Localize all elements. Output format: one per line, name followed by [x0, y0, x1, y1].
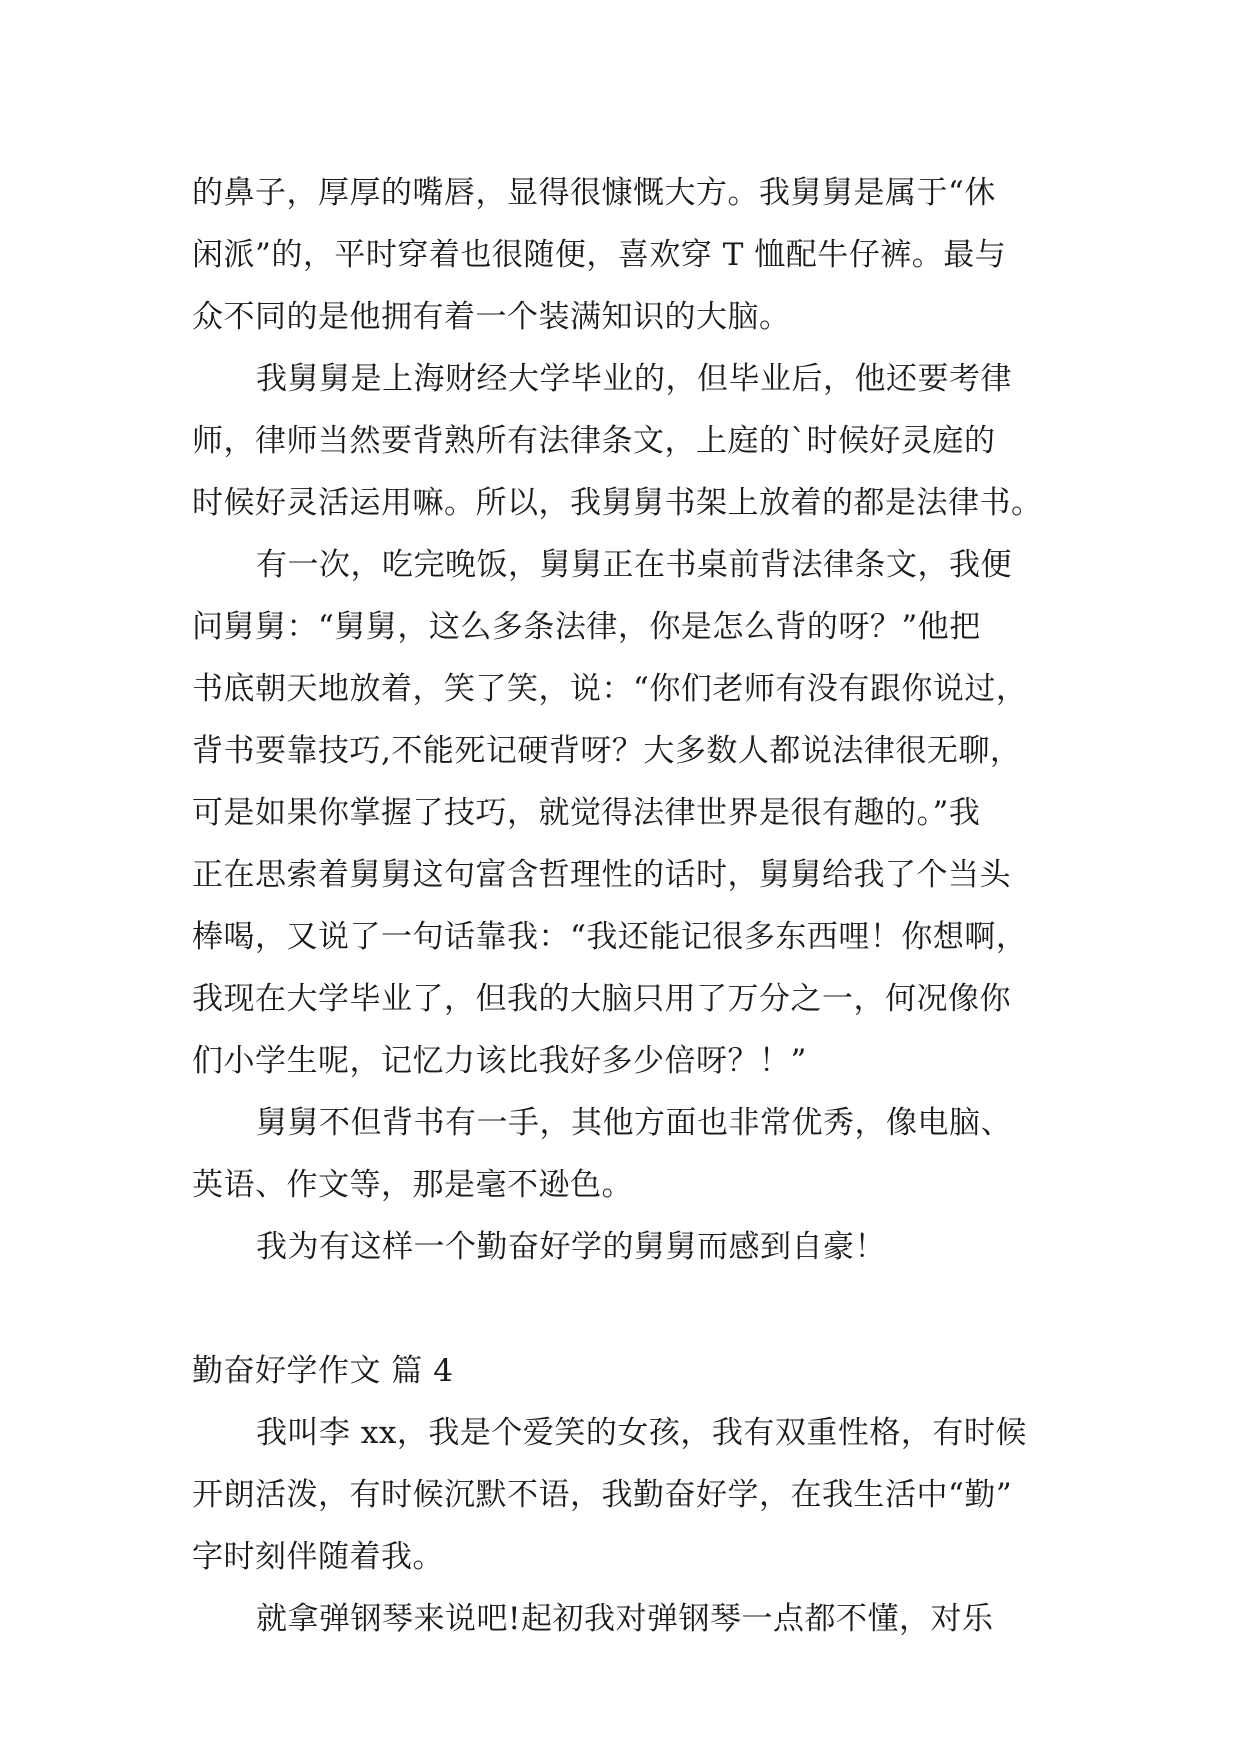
text-line: 背书要靠技巧,不能死记硬背呀？大多数人都说法律很无聊，	[192, 733, 1022, 769]
text-line: 的鼻子，厚厚的嘴唇，显得很慷慨大方。我舅舅是属于“休	[192, 175, 996, 211]
text-line: 可是如果你掌握了技巧，就觉得法律世界是很有趣的。”我	[192, 795, 981, 831]
text-line: 字时刻伴随着我。	[192, 1539, 444, 1575]
text-line: 棒喝，又说了一句话靠我：“我还能记很多东西哩！你想啊，	[192, 919, 1028, 955]
text-line: 问舅舅：“舅舅，这么多条法律，你是怎么背的呀？”他把	[192, 609, 981, 645]
paragraph	[192, 1402, 1060, 1588]
text-line: 时候好灵活运用嘛。所以，我舅舅书架上放着的都是法律书。	[192, 485, 1043, 521]
paragraph	[192, 534, 1060, 1092]
text-line: 书底朝天地放着，笑了笑，说：“你们老师有没有跟你说过，	[192, 671, 1028, 707]
document-body	[192, 162, 1060, 1650]
text-line: 英语、作文等，那是毫不逊色。	[192, 1167, 633, 1203]
text-line: 师，律师当然要背熟所有法律条文，上庭的`时候好灵庭的	[192, 423, 996, 459]
text-line: 舅舅不但背书有一手，其他方面也非常优秀，像电脑、	[256, 1105, 1012, 1141]
text-line: 我现在大学毕业了，但我的大脑只用了万分之一，何况像你	[192, 981, 1011, 1017]
paragraph	[192, 1588, 1060, 1650]
text-line: 们小学生呢，记忆力该比我好多少倍呀？！”	[192, 1043, 807, 1079]
section-gap	[192, 1278, 1060, 1340]
paragraph	[192, 1216, 1060, 1278]
paragraph	[192, 162, 1060, 348]
paragraph	[192, 1092, 1060, 1216]
paragraph	[192, 348, 1060, 534]
text-line: 我叫李 xx，我是个爱笑的女孩，我有双重性格，有时候	[256, 1415, 1027, 1451]
text-line: 就拿弹钢琴来说吧!起初我对弹钢琴一点都不懂，对乐	[256, 1601, 994, 1637]
text-line: 我舅舅是上海财经大学毕业的，但毕业后，他还要考律	[256, 361, 1012, 397]
text-line: 正在思索着舅舅这句富含哲理性的话时，舅舅给我了个当头	[192, 857, 1011, 893]
text-line: 我为有这样一个勤奋好学的舅舅而感到自豪！	[256, 1229, 886, 1265]
section-heading: 勤奋好学作文 篇 4	[192, 1353, 454, 1389]
text-line: 开朗活泼，有时候沉默不语，我勤奋好学，在我生活中“勤”	[192, 1477, 1013, 1513]
text-line: 闲派”的，平时穿着也很随便，喜欢穿 T 恤配牛仔裤。最与	[192, 237, 1007, 273]
text-line: 众不同的是他拥有着一个装满知识的大脑。	[192, 299, 791, 335]
text-line: 有一次，吃完晚饭，舅舅正在书桌前背法律条文，我便	[256, 547, 1012, 583]
